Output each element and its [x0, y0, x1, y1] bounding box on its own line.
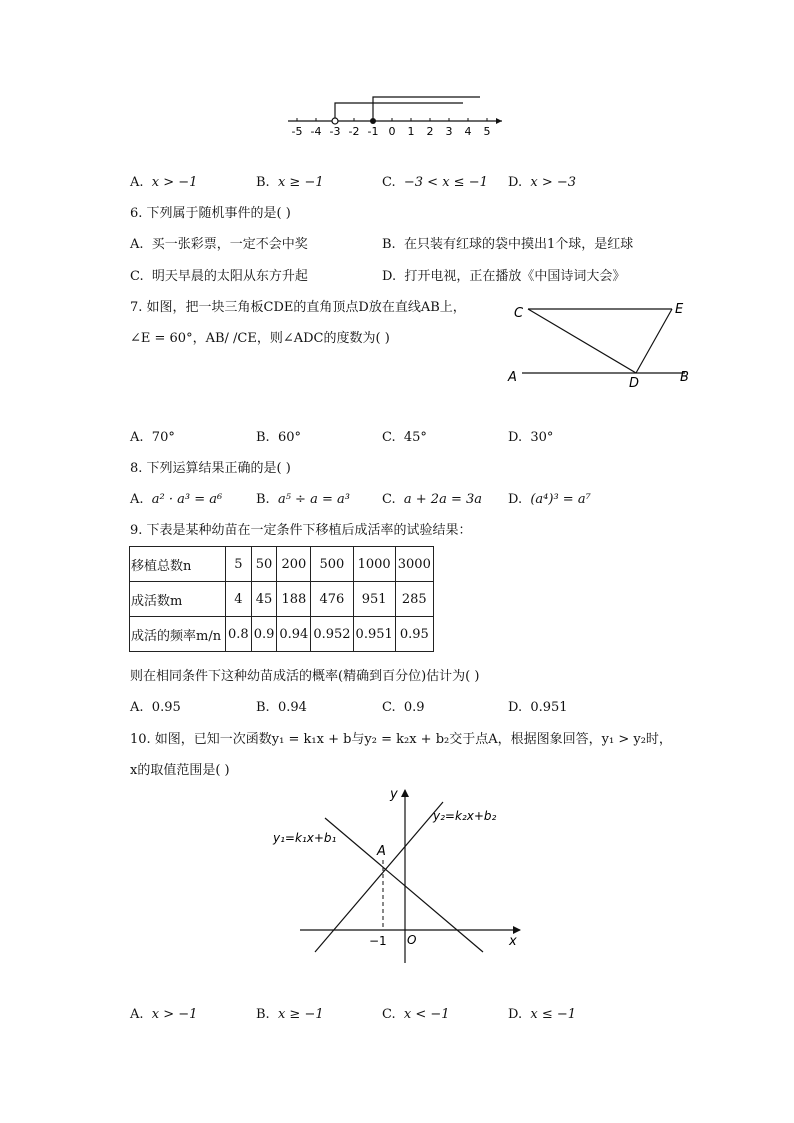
line-y1 — [325, 818, 483, 952]
table-cell: 0.94 — [277, 617, 311, 652]
label-d: D — [629, 376, 640, 391]
label-neg1: −1 — [369, 934, 387, 948]
q7-option-d[interactable]: D. 30° — [508, 430, 554, 445]
q9-option-c[interactable]: C. 0.9 — [382, 700, 425, 715]
q6-option-b[interactable]: B. 在只装有红球的袋中摸出1个球，是红球 — [382, 237, 634, 252]
q6-option-c[interactable]: C. 明天早晨的太阳从东方升起 — [130, 269, 308, 284]
q9-option-a[interactable]: A. 0.95 — [130, 700, 181, 715]
table-row — [130, 547, 434, 582]
table-cell: 0.95 — [395, 617, 433, 652]
triangle-figure — [500, 295, 700, 395]
label-a-point: A — [377, 844, 386, 859]
table-cell: 50 — [251, 547, 277, 582]
table-cell: 500 — [311, 547, 353, 582]
table-cell: 951 — [353, 582, 395, 617]
label-y2-eq: y₂=k₂x+b₂ — [433, 809, 497, 823]
table-cell: 4 — [226, 582, 252, 617]
q5-option-c[interactable]: C. −3 < x ≤ −1 — [382, 175, 488, 190]
table-cell: 200 — [277, 547, 311, 582]
table-cell: 476 — [311, 582, 353, 617]
q5-option-d[interactable]: D. x > −3 — [508, 175, 577, 190]
table-cell: 1000 — [353, 547, 395, 582]
q10-option-b[interactable]: B. x ≥ −1 — [256, 1007, 324, 1022]
label-b: B — [680, 370, 689, 385]
label-e: E — [675, 302, 684, 317]
table-cell: 0.951 — [353, 617, 395, 652]
label-y1-eq: y₁=k₁x+b₁ — [273, 831, 337, 845]
q6-stem: 6. 下列属于随机事件的是( ) — [130, 206, 291, 221]
q8-option-d[interactable]: D. (a⁴)³ = a⁷ — [508, 492, 591, 507]
q7-option-b[interactable]: B. 60° — [256, 430, 301, 445]
q6-option-a[interactable]: A. 买一张彩票，一定不会中奖 — [130, 237, 308, 252]
q8-stem: 8. 下列运算结果正确的是( ) — [130, 461, 291, 476]
q8-option-c[interactable]: C. a + 2a = 3a — [382, 492, 482, 507]
table-cell: 0.9 — [251, 617, 277, 652]
table-cell: 5 — [226, 547, 252, 582]
q7-option-c[interactable]: C. 45° — [382, 430, 427, 445]
row-head: 移植总数n — [130, 547, 226, 582]
q10-option-a[interactable]: A. x > −1 — [130, 1007, 198, 1022]
q9-option-b[interactable]: B. 0.94 — [256, 700, 307, 715]
table-row — [130, 617, 434, 652]
q5-option-a[interactable]: A. x > −1 — [130, 175, 198, 190]
q10-stem-line2: x的取值范围是( ) — [130, 763, 230, 778]
tick-label: 4 — [464, 125, 472, 138]
open-point — [332, 118, 338, 124]
tick-label: -2 — [348, 125, 360, 138]
q7-stem-line1: 7. 如图，把一块三角板CDE的直角顶点D放在直线AB上， — [130, 300, 466, 315]
q10-option-d[interactable]: D. x ≤ −1 — [508, 1007, 577, 1022]
q7-stem-line2: ∠E = 60°，AB/ /CE，则∠ADC的度数为( ) — [130, 331, 390, 346]
q10-stem-line1: 10. 如图，已知一次函数y₁ = k₁x + b与y₂ = k₂x + b₂交于点A，根据图象回答，y₁ > y₂时， — [130, 732, 672, 747]
table-cell: 188 — [277, 582, 311, 617]
row-head: 成活的频率m/n — [130, 617, 226, 652]
table-cell: 45 — [251, 582, 277, 617]
q9-option-d[interactable]: D. 0.951 — [508, 700, 568, 715]
tick-label: 5 — [483, 125, 491, 138]
q8-option-b[interactable]: B. a⁵ ÷ a = a³ — [256, 492, 350, 507]
q7-option-a[interactable]: A. 70° — [130, 430, 175, 445]
row-head: 成活数m — [130, 582, 226, 617]
q5-option-b[interactable]: B. x ≥ −1 — [256, 175, 324, 190]
label-y: y — [390, 787, 398, 802]
table-cell: 0.952 — [311, 617, 353, 652]
tick-label: 2 — [426, 125, 434, 138]
tick-label: -4 — [310, 125, 322, 138]
linear-functions-graph — [265, 780, 535, 970]
label-c: C — [514, 306, 524, 321]
number-line-figure — [280, 90, 510, 140]
label-o: O — [407, 933, 417, 947]
tick-label: 0 — [388, 125, 396, 138]
table-cell: 285 — [395, 582, 433, 617]
segment-de — [636, 309, 672, 373]
tick-label: -3 — [329, 125, 341, 138]
q8-option-a[interactable]: A. a² · a³ = a⁶ — [130, 492, 223, 507]
tick-label: 3 — [445, 125, 453, 138]
closed-point — [370, 118, 376, 124]
q9-stem: 9. 下表是某种幼苗在一定条件下移植后成活率的试验结果： — [130, 523, 472, 538]
q6-option-d[interactable]: D. 打开电视，正在播放《中国诗词大会》 — [382, 269, 626, 284]
q10-option-c[interactable]: C. x < −1 — [382, 1007, 450, 1022]
tick-label: -1 — [367, 125, 379, 138]
table-cell: 0.8 — [226, 617, 252, 652]
tick-label: -5 — [291, 125, 303, 138]
seedling-table — [129, 546, 434, 652]
table-cell: 3000 — [395, 547, 433, 582]
table-row — [130, 582, 434, 617]
tick-label: 1 — [407, 125, 415, 138]
q9-after: 则在相同条件下这种幼苗成活的概率(精确到百分位)估计为( ) — [130, 669, 480, 684]
label-x: x — [509, 934, 517, 949]
label-a: A — [508, 370, 517, 385]
segment-cd — [528, 309, 636, 373]
